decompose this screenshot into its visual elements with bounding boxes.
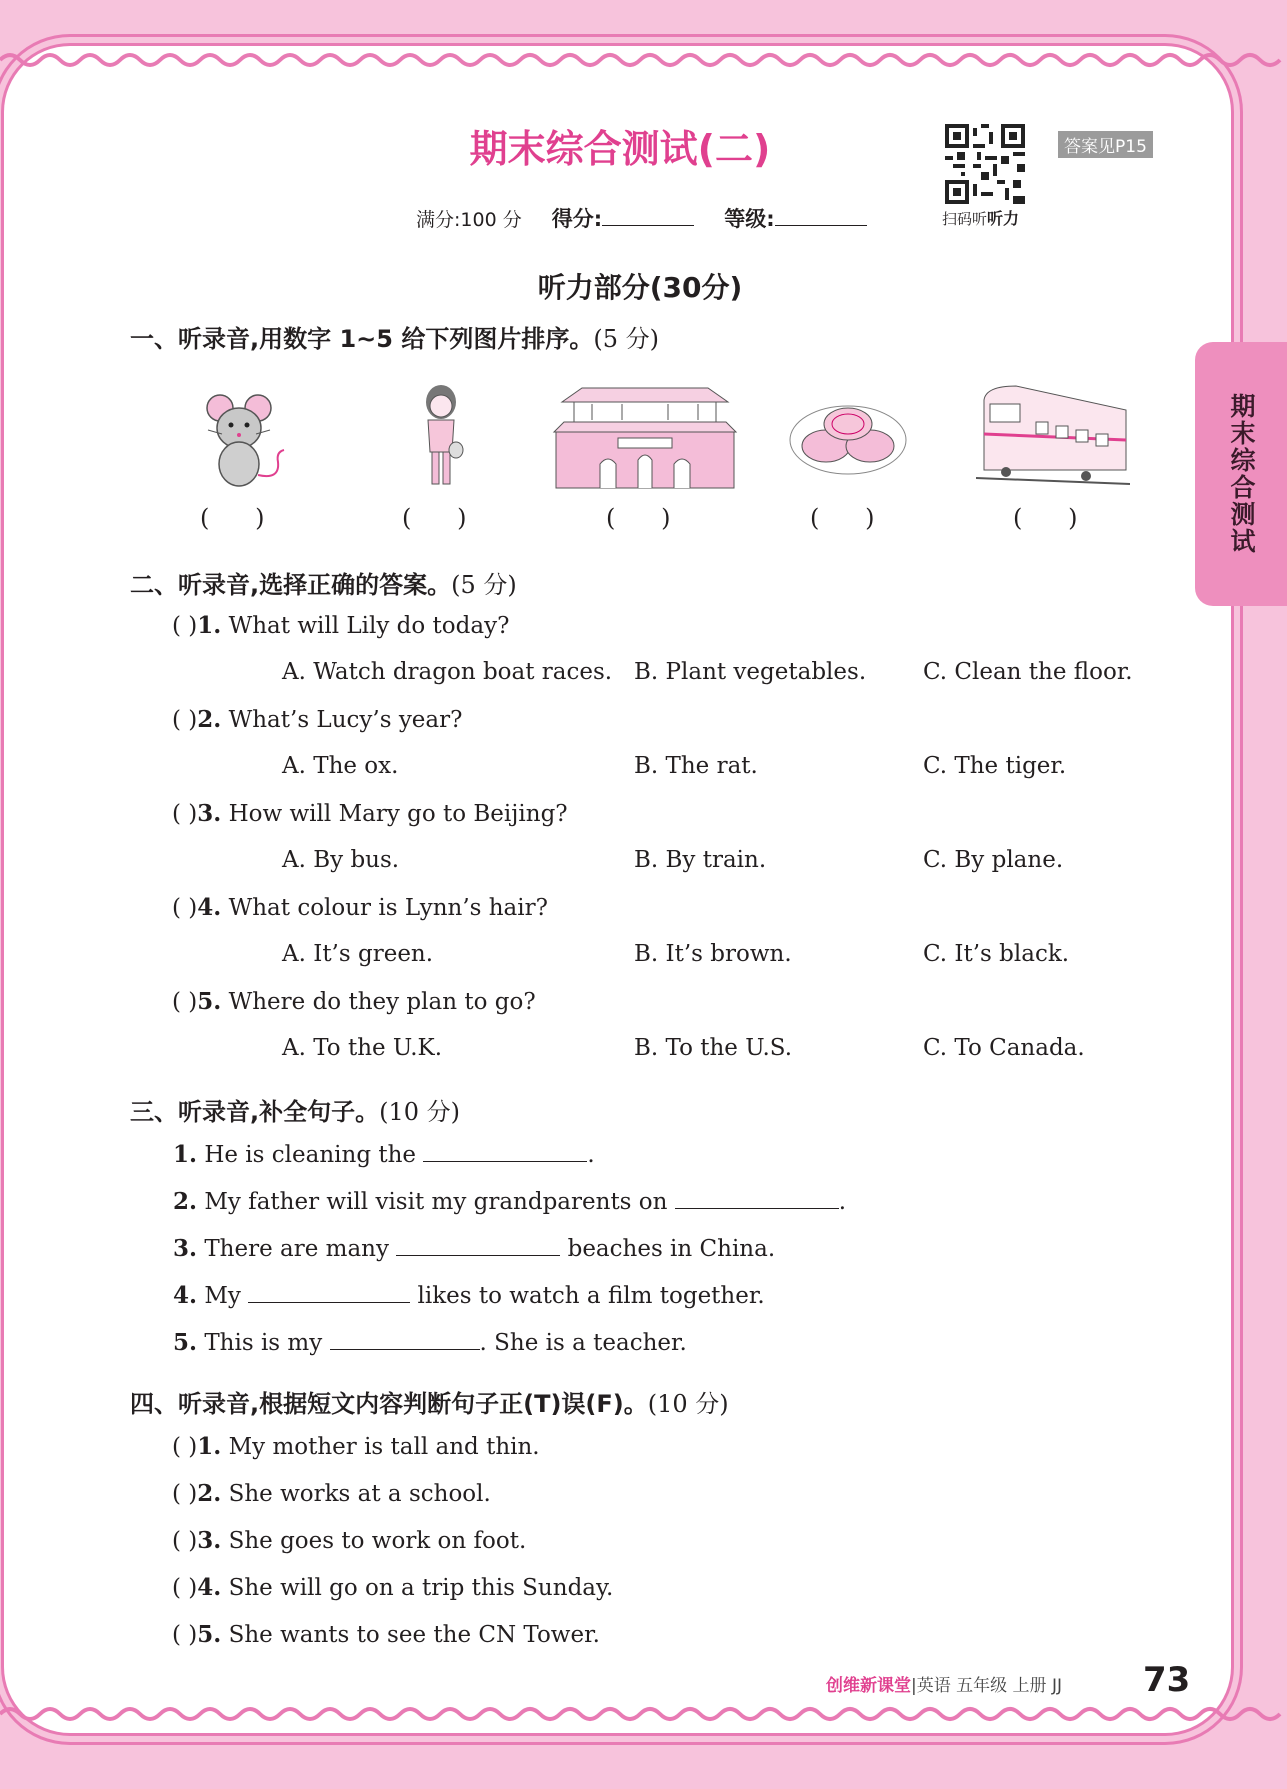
- sentence-number: 2.: [173, 1188, 198, 1215]
- option-c: C. To Canada.: [923, 1035, 1085, 1061]
- page-number: 73: [1143, 1660, 1191, 1700]
- question-text: She works at a school.: [228, 1481, 491, 1507]
- answer-bracket[interactable]: ( ): [172, 1528, 198, 1554]
- footer-brand: 创维新课堂: [826, 1676, 911, 1696]
- answer-blank[interactable]: [396, 1235, 560, 1256]
- option-b: B. To the U.S.: [634, 1035, 793, 1061]
- fill-sentence-5: [173, 1329, 687, 1356]
- choice-question-5: [172, 988, 536, 1015]
- question-text: She wants to see the CN Tower.: [228, 1622, 600, 1648]
- fill-sentence-3: [173, 1235, 775, 1262]
- sentence-start: My: [197, 1283, 249, 1309]
- section-1-title: 一、听录音,用数字 1~5 给下列图片排序。: [130, 325, 594, 353]
- section-1-heading: [130, 319, 659, 354]
- score-line: [416, 203, 867, 233]
- section-4-title: 四、听录音,根据短文内容判断句子正(T)误(F)。: [130, 1390, 648, 1418]
- section-3-title: 三、听录音,补全句子。: [130, 1098, 380, 1126]
- question-number: 3.: [197, 1527, 222, 1554]
- bottom-wave-border: [0, 1702, 1287, 1726]
- choice-question-2: [172, 706, 462, 733]
- order-slot-2[interactable]: ( ): [402, 504, 467, 532]
- sentence-start: There are many: [197, 1236, 397, 1262]
- tf-question-2: [172, 1480, 491, 1507]
- sentence-number: 5.: [173, 1329, 198, 1356]
- side-tab-label: 期末综合测试: [1227, 393, 1256, 555]
- grade-blank[interactable]: [775, 207, 867, 226]
- top-wave-border: [0, 48, 1287, 72]
- question-number: 1.: [197, 1433, 222, 1460]
- section-3-heading: [130, 1092, 460, 1127]
- option-a: A. To the U.K.: [282, 1035, 443, 1061]
- section-3-points: (10 分): [379, 1098, 461, 1126]
- order-slot-5[interactable]: ( ): [1013, 504, 1078, 532]
- option-a: A. The ox.: [282, 753, 399, 779]
- footer-book-info: |英语 五年级 上册 JJ: [911, 1676, 1062, 1696]
- mooncakes-picture: [786, 380, 910, 490]
- question-text: What will Lily do today?: [228, 613, 510, 639]
- question-number: 2.: [197, 706, 222, 733]
- question-text: My mother is tall and thin.: [228, 1434, 540, 1460]
- sentence-number: 1.: [173, 1141, 198, 1168]
- question-text: Where do they plan to go?: [228, 989, 536, 1015]
- question-number: 1.: [197, 612, 222, 639]
- question-number: 3.: [197, 800, 222, 827]
- answer-bracket[interactable]: ( ): [172, 707, 198, 733]
- section-2-heading: [130, 565, 517, 600]
- answer-bracket[interactable]: ( ): [172, 1481, 198, 1507]
- fill-sentence-4: [173, 1282, 765, 1309]
- answer-bracket[interactable]: ( ): [172, 895, 198, 921]
- option-c: C. It’s black.: [923, 941, 1070, 967]
- grade-label: 等级:: [724, 207, 775, 231]
- answer-bracket[interactable]: ( ): [172, 1622, 198, 1648]
- sentence-end: likes to watch a film together.: [410, 1283, 765, 1309]
- choice-question-3: [172, 800, 568, 827]
- sentence-start: This is my: [197, 1330, 330, 1356]
- sentence-end: . She is a teacher.: [479, 1330, 687, 1356]
- answer-blank[interactable]: [675, 1188, 839, 1209]
- mouse-picture: [200, 380, 288, 490]
- choice-question-4: [172, 894, 548, 921]
- section-2-title: 二、听录音,选择正确的答案。: [130, 571, 452, 599]
- page-title: 期末综合测试(二): [469, 127, 771, 171]
- option-c: C. By plane.: [923, 847, 1064, 873]
- side-tab: [1195, 342, 1287, 606]
- qr-caption-bold: 听力: [987, 209, 1020, 228]
- sentence-number: 3.: [173, 1235, 198, 1262]
- sentence-end: .: [587, 1142, 595, 1168]
- question-text: What’s Lucy’s year?: [228, 707, 463, 733]
- answer-bracket[interactable]: ( ): [172, 1575, 198, 1601]
- option-c: C. The tiger.: [923, 753, 1067, 779]
- footer-info: [826, 1671, 1062, 1696]
- option-b: B. Plant vegetables.: [634, 659, 867, 685]
- section-4-points: (10 分): [647, 1390, 729, 1418]
- tf-question-3: [172, 1527, 526, 1554]
- tf-question-4: [172, 1574, 613, 1601]
- option-b: B. It’s brown.: [634, 941, 792, 967]
- section-1-points: (5 分): [593, 325, 659, 353]
- tf-question-1: [172, 1433, 540, 1460]
- question-number: 5.: [197, 988, 222, 1015]
- answer-reference-badge: 答案见P15: [1058, 131, 1153, 158]
- qr-caption: [942, 206, 1019, 229]
- qr-code-icon[interactable]: [945, 124, 1025, 204]
- section-4-heading: [130, 1384, 729, 1419]
- train-picture: [976, 380, 1130, 490]
- question-text: What colour is Lynn’s hair?: [228, 895, 548, 921]
- order-slot-1[interactable]: ( ): [200, 504, 265, 532]
- option-a: A. It’s green.: [282, 941, 434, 967]
- question-number: 2.: [197, 1480, 222, 1507]
- answer-blank[interactable]: [423, 1141, 587, 1162]
- option-b: B. By train.: [634, 847, 767, 873]
- score-blank[interactable]: [602, 207, 694, 226]
- sentence-start: My father will visit my grandparents on: [197, 1189, 675, 1215]
- option-b: B. The rat.: [634, 753, 758, 779]
- answer-bracket[interactable]: ( ): [172, 613, 198, 639]
- sentence-end: .: [838, 1189, 847, 1215]
- fill-sentence-1: [173, 1141, 595, 1168]
- sentence-number: 4.: [173, 1282, 198, 1309]
- answer-blank[interactable]: [330, 1329, 480, 1350]
- question-text: She will go on a trip this Sunday.: [228, 1575, 614, 1601]
- qr-caption-prefix: 扫码听: [942, 210, 988, 228]
- sentence-start: He is cleaning the: [197, 1142, 424, 1168]
- question-number: 4.: [197, 1574, 222, 1601]
- choice-question-1: [172, 612, 509, 639]
- answer-bracket[interactable]: ( ): [172, 1434, 198, 1460]
- question-text: How will Mary go to Beijing?: [228, 801, 568, 827]
- answer-blank[interactable]: [248, 1282, 410, 1303]
- girl-picture: [408, 380, 474, 490]
- fill-sentence-2: [173, 1188, 846, 1215]
- question-number: 4.: [197, 894, 222, 921]
- tiananmen-picture: [552, 380, 738, 490]
- section-2-points: (5 分): [451, 571, 517, 599]
- listening-part-title: 听力部分(30分): [537, 271, 743, 304]
- order-slot-4[interactable]: ( ): [810, 504, 875, 532]
- answer-bracket[interactable]: ( ): [172, 989, 198, 1015]
- answer-bracket[interactable]: ( ): [172, 801, 198, 827]
- option-c: C. Clean the floor.: [923, 659, 1133, 685]
- option-a: A. By bus.: [282, 847, 400, 873]
- question-number: 5.: [197, 1621, 222, 1648]
- question-text: She goes to work on foot.: [228, 1528, 527, 1554]
- tf-question-5: [172, 1621, 600, 1648]
- full-score-label: 满分:100 分: [416, 209, 522, 231]
- sentence-end: beaches in China.: [560, 1236, 776, 1262]
- score-label: 得分:: [551, 207, 603, 231]
- order-slot-3[interactable]: ( ): [606, 504, 671, 532]
- option-a: A. Watch dragon boat races.: [282, 659, 613, 685]
